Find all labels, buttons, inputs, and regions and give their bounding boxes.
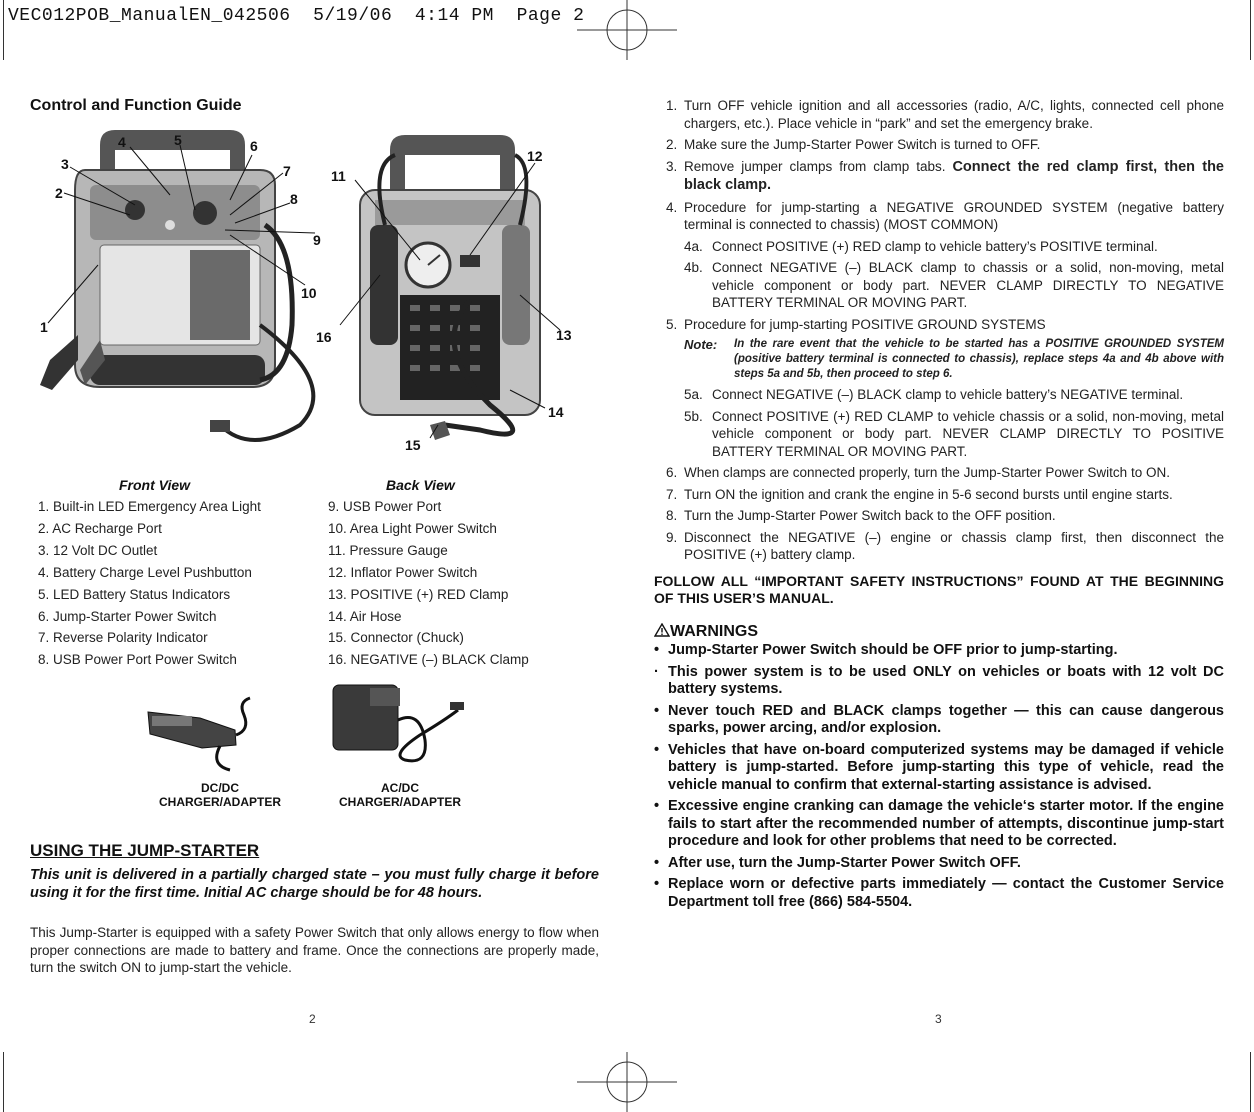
page-number-left: 2 <box>309 1012 316 1026</box>
list-item: 8. USB Power Port Power Switch <box>38 652 237 668</box>
note-text: In the rare event that the vehicle to be started has a POSITIVE GROUNDED SYSTEM (positive battery terminal is connected to chassis), replace steps 4a and 4b above with steps 5a and 5b, then proceed to step 6. <box>734 338 1224 380</box>
front-view-title: Front View <box>119 477 191 493</box>
step-7 <box>654 486 1224 504</box>
crop-mark <box>1250 1052 1251 1112</box>
list-item: 7. Reverse Polarity Indicator <box>38 630 208 646</box>
step-label: 2. <box>666 137 678 152</box>
step-label: 3. <box>666 158 678 174</box>
step-5a <box>654 386 1224 404</box>
front-parts-list <box>38 496 261 671</box>
warning-text: After use, turn the Jump-Starter Power Switch OFF. <box>668 854 1021 871</box>
bullet: • <box>654 876 660 892</box>
warnings-heading-text: WARNINGS <box>670 623 758 640</box>
warning-text: Excessive engine cranking can damage the vehicle‘s starter motor. If the engine fails to start after the recommended number of attempts, discontinue jump-start procedure and look for other problems that need to be corrected. <box>668 798 1224 849</box>
step-text: Connect POSITIVE (+) RED CLAMP to vehicle chassis or a solid, non-moving, metal vehicle component or body part. NEVER CLAMP DIRECTLY TO POSITIVE BATTERY TERMINAL OR MOVING PART. <box>712 408 1224 459</box>
callout-4: 4 <box>118 134 126 150</box>
callout-7: 7 <box>283 163 291 179</box>
step-8 <box>654 507 1224 525</box>
bullet: • <box>654 642 660 658</box>
step-2 <box>654 136 1224 154</box>
dc-adapter-illustration <box>140 690 260 775</box>
list-item: 16. NEGATIVE (–) BLACK Clamp <box>328 652 529 668</box>
step-label: 4. <box>666 199 678 215</box>
intro-paragraph: This Jump-Starter is equipped with a safety Power Switch that only allows energy to flow when proper connections are made to battery and frame. Once the connections are properly made, turn the switch ON to jump-start the vehicle. <box>30 925 599 975</box>
step-4b <box>654 259 1224 312</box>
warning-text: Replace worn or defective parts immediately — contact the Customer Service Department toll free (866) 584-5504. <box>668 876 1224 910</box>
warnings-list <box>654 642 1224 915</box>
ac-adapter-illustration <box>330 680 470 775</box>
warning-item <box>654 876 1224 911</box>
back-parts-list <box>328 496 529 671</box>
list-item: 3. 12 Volt DC Outlet <box>38 542 158 558</box>
bullet: • <box>654 741 660 758</box>
list-item: 1. Built-in LED Emergency Area Light <box>38 499 261 514</box>
step-text: Make sure the Jump-Starter Power Switch is turned to OFF. <box>684 137 1041 152</box>
warning-text: Never touch RED and BLACK clamps together — this can cause dangerous sparks, power arcing, and/or explosion. <box>668 702 1224 736</box>
callout-1: 1 <box>40 319 48 335</box>
step-label: 4b. <box>684 260 703 275</box>
step-3 <box>654 158 1224 195</box>
callout-15: 15 <box>405 437 421 453</box>
step-text: Connect NEGATIVE (–) BLACK clamp to vehicle battery’s NEGATIVE terminal. <box>712 387 1184 402</box>
warning-item <box>654 798 1224 851</box>
intro-bold-paragraph: This unit is delivered in a partially charged state – you must fully charge it before using it for the first time. Initial AC charge should be for 48 hours. <box>30 867 599 901</box>
list-item: 4. Battery Charge Level Pushbutton <box>38 564 252 580</box>
warning-item <box>654 703 1224 738</box>
list-item: 13. POSITIVE (+) RED Clamp <box>328 586 509 602</box>
list-item: 5. LED Battery Status Indicators <box>38 586 231 602</box>
step-text: Turn ON the ignition and crank the engine in 5-6 second bursts until engine starts. <box>684 486 1173 502</box>
callout-10: 10 <box>301 285 317 301</box>
note <box>654 337 1224 382</box>
bullet: • <box>654 702 660 719</box>
back-view-title: Back View <box>386 477 455 493</box>
step-text: Remove jumper clamps from clamp tabs. <box>684 158 953 174</box>
list-item: 11. Pressure Gauge <box>328 542 448 558</box>
back-view-illustration <box>360 135 540 440</box>
dc-caption <box>145 781 295 809</box>
registration-mark-bottom <box>572 1052 682 1112</box>
list-item: 15. Connector (Chuck) <box>328 630 464 646</box>
callout-2: 2 <box>55 185 63 201</box>
step-text: When clamps are connected properly, turn the Jump-Starter Power Switch to ON. <box>684 465 1170 480</box>
warning-text: Vehicles that have on-board computerized systems may be damaged if vehicle battery is jump-started. Before jump-starting this type of vehicle, read the vehicle manual to confirm that external-starting assistance is advised. <box>668 741 1224 793</box>
callout-5: 5 <box>174 132 182 148</box>
step-label: 5a. <box>684 387 703 402</box>
note-label: Note: <box>684 337 718 352</box>
step-text: Disconnect the NEGATIVE (–) engine or chassis clamp first, then disconnect the POSITIVE (+) battery clamp. <box>684 529 1224 562</box>
step-5 <box>654 316 1224 334</box>
step-label: 8. <box>666 508 678 523</box>
callout-16: 16 <box>316 329 332 345</box>
step-label: 6. <box>666 465 678 480</box>
step-label: 9. <box>666 529 678 545</box>
step-text: Turn OFF vehicle ignition and all accessories (radio, A/C, lights, connected cell phone chargers, etc.). Place vehicle in “park” and set the emergency brake. <box>684 98 1224 131</box>
step-5b <box>654 408 1224 461</box>
page-number-right: 3 <box>935 1012 942 1026</box>
crop-mark <box>3 1052 4 1112</box>
registration-mark-top <box>572 0 682 60</box>
warning-item <box>654 642 1224 660</box>
dc-caption-line2: CHARGER/ADAPTER <box>158 795 281 809</box>
warning-item <box>654 855 1224 873</box>
step-4a <box>654 238 1224 256</box>
bullet: • <box>654 854 660 871</box>
list-item: 2. AC Recharge Port <box>38 520 162 536</box>
step-label: 5b. <box>684 408 703 424</box>
using-heading: USING THE JUMP-STARTER <box>30 841 260 860</box>
warning-item <box>654 664 1224 699</box>
ac-caption-line2: CHARGER/ADAPTER <box>338 795 461 809</box>
step-text: Connect NEGATIVE (–) BLACK clamp to chassis or a solid, non-moving, metal vehicle component or body part. NEVER CLAMP DIRECTLY TO NEGATIVE BATTERY TERMINAL OR MOVING PART. <box>712 260 1224 310</box>
crop-mark <box>1250 0 1251 60</box>
bullet: • <box>654 798 660 814</box>
warning-text: Jump-Starter Power Switch should be OFF prior to jump-starting. <box>668 642 1118 658</box>
list-item: 6. Jump-Starter Power Switch <box>38 608 217 624</box>
warning-text: This power system is to be used ONLY on vehicles or boats with 12 volt DC battery systems. <box>668 663 1224 697</box>
slug-line: VEC012POB_ManualEN_042506 5/19/06 4:14 PM Page 2 <box>8 6 585 26</box>
step-label: 1. <box>666 98 678 113</box>
step-9 <box>654 529 1224 564</box>
list-item: 10. Area Light Power Switch <box>328 520 497 536</box>
crop-mark <box>3 0 4 60</box>
step-text: Procedure for jump-starting a NEGATIVE GROUNDED SYSTEM (negative battery terminal is connected to chassis) (MOST COMMON) <box>684 199 1224 232</box>
callout-12: 12 <box>527 148 543 164</box>
step-text: Connect POSITIVE (+) RED clamp to vehicle battery’s POSITIVE terminal. <box>712 238 1158 254</box>
list-item: 9. USB Power Port <box>328 499 442 514</box>
ac-caption-line1: AC/DC <box>381 781 419 795</box>
step-1 <box>654 97 1224 132</box>
follow-instructions: FOLLOW ALL “IMPORTANT SAFETY INSTRUCTIONS” FOUND AT THE BEGINNING OF THIS USER’S MANUAL. <box>654 573 1224 606</box>
step-4 <box>654 199 1224 234</box>
callout-11: 11 <box>331 168 346 184</box>
step-3-emphasis: Connect the red clamp first, then the black clamp. <box>684 158 1224 193</box>
step-6 <box>654 464 1224 482</box>
callout-6: 6 <box>250 138 258 154</box>
step-label: 7. <box>666 486 678 502</box>
list-item: 14. Air Hose <box>328 608 402 624</box>
control-guide-heading: Control and Function Guide <box>30 97 242 114</box>
step-text: Procedure for jump-starting POSITIVE GROUND SYSTEMS <box>684 316 1046 332</box>
warning-triangle-icon <box>654 623 670 637</box>
warning-item <box>654 742 1224 795</box>
ac-caption <box>325 781 475 809</box>
callout-14: 14 <box>548 404 564 420</box>
steps-list <box>654 97 1224 568</box>
step-text: Turn the Jump-Starter Power Switch back to the OFF position. <box>684 508 1056 523</box>
step-label: 5. <box>666 316 678 332</box>
callout-13: 13 <box>556 327 572 343</box>
dc-caption-line1: DC/DC <box>201 781 239 795</box>
callout-3: 3 <box>61 156 69 172</box>
callout-9: 9 <box>313 232 321 248</box>
step-label: 4a. <box>684 238 703 254</box>
bullet: · <box>654 663 659 680</box>
list-item: 12. Inflator Power Switch <box>328 564 478 580</box>
warnings-heading <box>654 623 758 641</box>
callout-8: 8 <box>290 191 298 207</box>
